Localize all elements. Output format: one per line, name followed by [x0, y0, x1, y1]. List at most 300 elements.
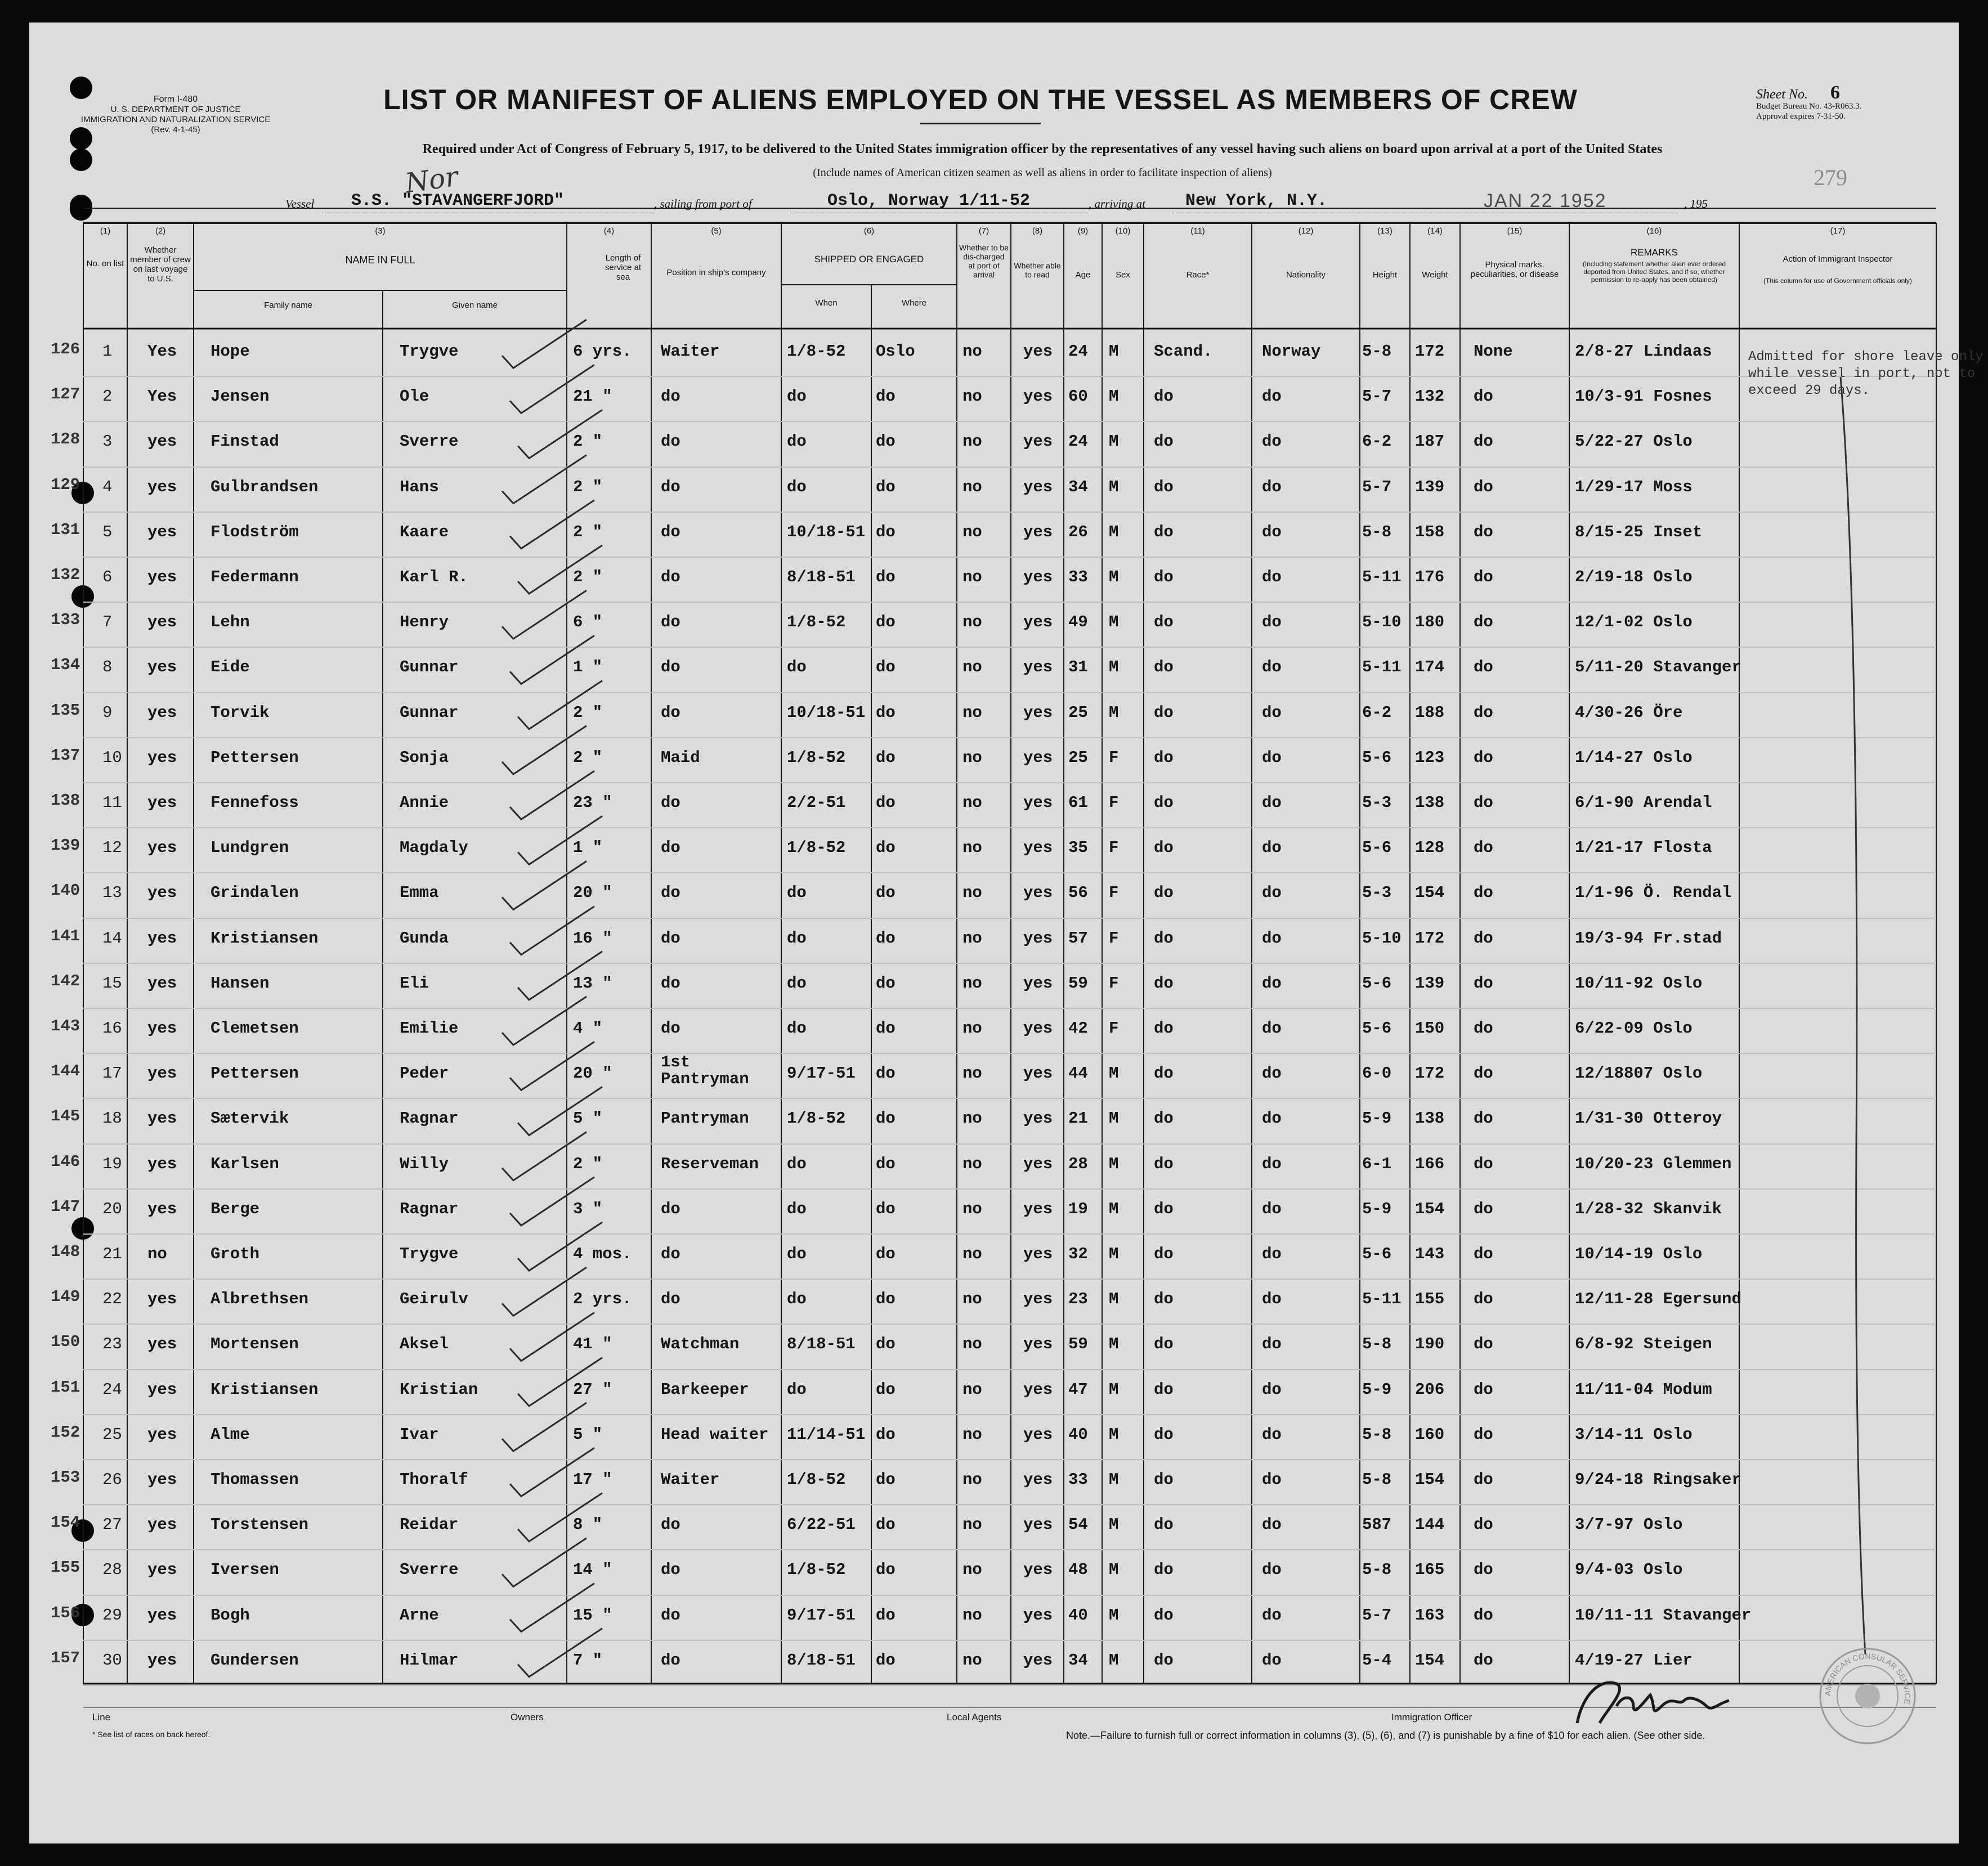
row-crew-member: yes: [147, 1109, 177, 1128]
row-remarks: 9/4-03 Oslo: [1575, 1560, 1683, 1580]
col-number: (8): [1032, 226, 1043, 236]
vessel-annotation: Nor: [403, 160, 460, 200]
row-crew-member: yes: [147, 1470, 177, 1489]
footer-agents-label: Local Agents: [947, 1712, 1002, 1723]
row-nationality: do: [1262, 477, 1282, 496]
row-sex: M: [1109, 1605, 1119, 1625]
row-race: do: [1154, 658, 1174, 677]
row-weight: 187: [1415, 432, 1445, 451]
row-sequence-number: 145: [51, 1107, 80, 1126]
row-sequence-number: 134: [51, 656, 80, 675]
row-discharged: no: [962, 838, 982, 858]
check-mark: [510, 907, 594, 955]
row-weight: 174: [1415, 658, 1445, 677]
row-sequence-number: 154: [51, 1513, 80, 1532]
col-given-name: Given name: [452, 300, 498, 310]
row-number: 15: [102, 974, 122, 993]
row-crew-member: yes: [147, 748, 177, 767]
row-position: do: [661, 793, 680, 812]
departure-port: Oslo, Norway 1/11-52: [827, 191, 1031, 210]
row-crew-member: yes: [147, 658, 177, 677]
footer-owners-label: Owners: [511, 1712, 544, 1723]
row-age: 28: [1068, 1154, 1088, 1173]
row-physical-marks: do: [1474, 387, 1493, 406]
row-crew-member: yes: [147, 1290, 177, 1309]
row-number: 19: [102, 1154, 122, 1173]
check-mark: [510, 500, 594, 549]
row-number: 3: [102, 432, 113, 451]
row-physical-marks: do: [1474, 1515, 1493, 1535]
row-position: do: [661, 1290, 680, 1309]
row-given-name: Henry: [400, 613, 449, 632]
row-physical-marks: do: [1474, 793, 1493, 812]
row-remarks: 2/19-18 Oslo: [1575, 568, 1693, 586]
row-shipped-when: do: [787, 387, 807, 406]
row-able-to-read: yes: [1023, 1380, 1053, 1399]
row-sequence-number: 138: [51, 791, 80, 810]
row-discharged: no: [962, 1425, 982, 1444]
row-number: 6: [102, 568, 113, 586]
row-age: 31: [1068, 658, 1088, 677]
row-shipped-where: do: [876, 838, 896, 858]
row-sequence-number: 131: [51, 520, 80, 539]
row-position: Waiter: [661, 342, 720, 361]
row-crew-member: yes: [147, 1335, 177, 1354]
row-length-of-service: 16 ": [573, 928, 612, 948]
col-no-on-list: No. on list: [86, 259, 124, 268]
row-sex: M: [1109, 1245, 1119, 1263]
row-number: 14: [102, 928, 122, 948]
col-number: (4): [603, 226, 615, 236]
check-mark: [518, 1358, 602, 1406]
row-race: do: [1154, 883, 1174, 903]
check-mark: [518, 1222, 602, 1271]
row-age: 34: [1068, 477, 1088, 496]
col-number: (14): [1427, 226, 1443, 236]
col-sex: Sex: [1116, 270, 1130, 280]
row-race: do: [1154, 1199, 1174, 1218]
row-weight: 188: [1415, 703, 1445, 722]
check-mark: [518, 816, 602, 864]
row-sex: M: [1109, 1515, 1119, 1535]
row-physical-marks: do: [1474, 477, 1493, 496]
row-crew-member: Yes: [147, 387, 177, 406]
row-sequence-number: 148: [51, 1242, 80, 1261]
row-weight: 160: [1415, 1425, 1445, 1444]
row-shipped-when: 8/18-51: [787, 1650, 856, 1670]
row-crew-member: yes: [147, 1560, 177, 1580]
row-crew-member: yes: [147, 1605, 177, 1625]
row-position: do: [661, 432, 680, 451]
row-weight: 155: [1415, 1290, 1445, 1309]
row-age: 32: [1068, 1245, 1088, 1263]
row-shipped-where: do: [876, 477, 896, 496]
row-nationality: do: [1262, 1290, 1282, 1309]
row-physical-marks: do: [1474, 1560, 1493, 1580]
row-shipped-when: do: [787, 658, 807, 677]
row-given-name: Emilie: [400, 1019, 459, 1038]
check-mark: [518, 410, 602, 458]
row-remarks: 1/1-96 Ö. Rendal: [1575, 883, 1732, 903]
row-length-of-service: 1 ": [573, 658, 603, 677]
row-family-name: Alme: [211, 1425, 250, 1444]
row-height: 5-11: [1362, 658, 1402, 677]
row-sequence-number: 126: [51, 340, 80, 358]
check-mark: [502, 1132, 586, 1181]
row-remarks: 12/18807 Oslo: [1575, 1064, 1703, 1083]
row-position: do: [661, 838, 680, 858]
row-remarks: 5/22-27 Oslo: [1575, 432, 1693, 451]
row-shipped-where: do: [876, 387, 896, 406]
row-discharged: no: [962, 1245, 982, 1263]
row-age: 42: [1068, 1019, 1088, 1038]
col-name-in-full: NAME IN FULL: [345, 254, 415, 266]
row-given-name: Aksel: [400, 1335, 449, 1354]
row-length-of-service: 20 ": [573, 1064, 612, 1083]
row-age: 24: [1068, 342, 1088, 361]
check-mark: [510, 1312, 594, 1361]
row-shipped-when: do: [787, 1199, 807, 1218]
row-given-name: Annie: [400, 793, 449, 812]
row-age: 40: [1068, 1605, 1088, 1625]
row-nationality: do: [1262, 793, 1282, 812]
row-number: 7: [102, 613, 113, 632]
row-weight: 190: [1415, 1335, 1445, 1354]
row-weight: 163: [1415, 1605, 1445, 1625]
row-remarks: 12/11-28 Egersund: [1575, 1290, 1741, 1309]
row-sex: M: [1109, 1470, 1119, 1489]
row-shipped-when: 1/8-52: [787, 613, 846, 632]
row-discharged: no: [962, 928, 982, 948]
row-position: do: [661, 883, 680, 903]
row-shipped-when: 1/8-52: [787, 1470, 846, 1489]
row-sequence-number: 133: [51, 611, 80, 630]
col-number: (15): [1507, 226, 1523, 236]
row-shipped-when: 10/18-51: [787, 522, 866, 541]
row-shipped-when: do: [787, 883, 807, 903]
row-shipped-when: 1/8-52: [787, 838, 846, 858]
row-position: Watchman: [661, 1335, 740, 1354]
col-discharged: Whether to be dis-charged at port of arrival: [959, 243, 1009, 279]
row-discharged: no: [962, 1515, 982, 1535]
budget-bureau: Budget Bureau No. 43-R063.3.: [1756, 102, 1862, 111]
col-number: (11): [1190, 226, 1205, 236]
row-position: do: [661, 1650, 680, 1670]
vessel-label: Vessel: [285, 197, 315, 210]
row-weight: 123: [1415, 748, 1445, 767]
row-crew-member: yes: [147, 703, 177, 722]
row-position: Reserveman: [661, 1154, 759, 1173]
row-shipped-where: do: [876, 1470, 896, 1489]
row-given-name: Hilmar: [400, 1650, 459, 1670]
row-sequence-number: 128: [51, 430, 80, 449]
row-discharged: no: [962, 1154, 982, 1173]
row-given-name: Willy: [400, 1154, 449, 1173]
check-mark: [502, 1403, 586, 1451]
row-position: do: [661, 1245, 680, 1263]
row-number: 22: [102, 1290, 122, 1309]
row-given-name: Ragnar: [400, 1109, 459, 1128]
row-physical-marks: do: [1474, 703, 1493, 722]
row-physical-marks: None: [1474, 342, 1513, 361]
row-nationality: do: [1262, 1425, 1282, 1444]
row-sequence-number: 132: [51, 566, 80, 584]
row-shipped-where: do: [876, 1109, 896, 1128]
row-shipped-when: do: [787, 432, 807, 451]
row-physical-marks: do: [1474, 928, 1493, 948]
sailing-label: , sailing from port of: [654, 197, 752, 210]
row-sequence-number: 147: [51, 1197, 80, 1216]
row-sequence-number: 137: [51, 746, 80, 765]
row-race: do: [1154, 1290, 1174, 1309]
row-shipped-where: do: [876, 1425, 896, 1444]
col-weight: Weight: [1422, 270, 1448, 280]
row-age: 35: [1068, 838, 1088, 858]
col-inspector-action: Action of Immigrant Inspector: [1783, 254, 1893, 264]
check-mark: [502, 1267, 586, 1316]
row-sex: F: [1109, 883, 1119, 903]
check-mark: [502, 590, 586, 639]
row-height: 5-8: [1362, 1560, 1392, 1580]
row-crew-member: yes: [147, 793, 177, 812]
row-discharged: no: [962, 703, 982, 722]
row-age: 59: [1068, 1335, 1088, 1354]
check-mark: [518, 1087, 602, 1135]
row-remarks: 10/3-91 Fosnes: [1575, 387, 1712, 406]
seal-text: AMERICAN CONSULAR SERVICE: [1823, 1651, 1913, 1705]
row-number: 16: [102, 1019, 122, 1038]
row-able-to-read: yes: [1023, 387, 1053, 406]
row-sex: M: [1109, 1199, 1119, 1218]
row-family-name: Sætervik: [211, 1109, 289, 1128]
row-weight: 172: [1415, 1064, 1445, 1083]
row-shipped-when: do: [787, 1019, 807, 1038]
row-shipped-when: do: [787, 1245, 807, 1263]
row-weight: 128: [1415, 838, 1445, 858]
row-sex: M: [1109, 1064, 1119, 1083]
row-position: Maid: [661, 748, 700, 767]
row-shipped-where: do: [876, 883, 896, 903]
row-sex: M: [1109, 477, 1119, 496]
row-length-of-service: 20 ": [573, 883, 612, 903]
row-length-of-service: 2 ": [573, 703, 603, 722]
arrival-date-stamp: JAN 22 1952: [1484, 190, 1607, 212]
col-position: Position in ship's company: [666, 268, 766, 277]
col-number: (10): [1115, 226, 1131, 236]
row-discharged: no: [962, 522, 982, 541]
row-discharged: no: [962, 1064, 982, 1083]
row-length-of-service: 3 ": [573, 1199, 603, 1218]
form-agency: U. S. DEPARTMENT OF JUSTICE: [110, 105, 241, 114]
row-sex: M: [1109, 522, 1119, 541]
row-family-name: Jensen: [211, 387, 270, 406]
row-sex: M: [1109, 1560, 1119, 1580]
row-crew-member: Yes: [147, 342, 177, 361]
row-shipped-when: do: [787, 477, 807, 496]
row-height: 5-9: [1362, 1380, 1392, 1399]
row-race: do: [1154, 568, 1174, 586]
row-discharged: no: [962, 974, 982, 993]
row-given-name: Karl R.: [400, 568, 468, 586]
row-sex: M: [1109, 342, 1119, 361]
row-shipped-when: do: [787, 1290, 807, 1309]
row-sequence-number: 127: [51, 385, 80, 404]
row-weight: 139: [1415, 974, 1445, 993]
row-sequence-number: 135: [51, 701, 80, 720]
row-race: do: [1154, 613, 1174, 632]
row-age: 24: [1068, 432, 1088, 451]
row-sex: M: [1109, 1154, 1119, 1173]
col-number: (17): [1830, 226, 1846, 236]
row-race: do: [1154, 522, 1174, 541]
row-number: 21: [102, 1245, 122, 1263]
row-age: 61: [1068, 793, 1088, 812]
row-race: do: [1154, 387, 1174, 406]
row-sex: M: [1109, 1290, 1119, 1309]
row-crew-member: yes: [147, 1425, 177, 1444]
row-sex: M: [1109, 568, 1119, 586]
row-shipped-where: do: [876, 1290, 896, 1309]
col-number: (3): [375, 226, 386, 236]
col-number: (5): [711, 226, 722, 236]
row-shipped-when: 1/8-52: [787, 748, 846, 767]
row-position: do: [661, 974, 680, 993]
row-remarks: 4/30-26 Öre: [1575, 703, 1683, 722]
row-physical-marks: do: [1474, 838, 1493, 858]
col-number: (6): [863, 226, 875, 236]
row-discharged: no: [962, 748, 982, 767]
check-mark: [502, 1538, 586, 1586]
row-weight: 138: [1415, 793, 1445, 812]
row-number: 2: [102, 387, 113, 406]
row-given-name: Ole: [400, 387, 429, 406]
row-shipped-when: do: [787, 1380, 807, 1399]
row-sequence-number: 142: [51, 971, 80, 990]
row-height: 5-11: [1362, 568, 1402, 586]
col-race: Race*: [1186, 270, 1210, 280]
row-able-to-read: yes: [1023, 1109, 1053, 1128]
row-weight: 154: [1415, 1470, 1445, 1489]
row-number: 25: [102, 1425, 122, 1444]
row-sequence-number: 150: [51, 1333, 80, 1352]
row-given-name: Gunnar: [400, 703, 459, 722]
row-crew-member: yes: [147, 1154, 177, 1173]
row-family-name: Groth: [211, 1245, 260, 1263]
row-discharged: no: [962, 613, 982, 632]
row-length-of-service: 1 ": [573, 838, 603, 858]
row-height: 5-6: [1362, 1245, 1392, 1263]
row-weight: 166: [1415, 1154, 1445, 1173]
row-position: do: [661, 1560, 680, 1580]
row-race: do: [1154, 838, 1174, 858]
sheet-number: 6: [1830, 82, 1840, 103]
row-shipped-where: do: [876, 1380, 896, 1399]
row-family-name: Gulbrandsen: [211, 477, 319, 496]
row-position: do: [661, 928, 680, 948]
col-number: (7): [978, 226, 989, 236]
row-shipped-where: Oslo: [876, 342, 915, 361]
row-length-of-service: 2 yrs.: [573, 1290, 632, 1309]
col-nationality: Nationality: [1286, 270, 1326, 280]
row-family-name: Eide: [211, 658, 250, 677]
row-given-name: Gunda: [400, 928, 449, 948]
row-nationality: do: [1262, 658, 1282, 677]
check-mark: [518, 952, 602, 1000]
row-crew-member: yes: [147, 1019, 177, 1038]
row-height: 6-1: [1362, 1154, 1392, 1173]
col-where: Where: [901, 298, 927, 308]
row-remarks: 12/1-02 Oslo: [1575, 613, 1693, 632]
row-shipped-where: do: [876, 1605, 896, 1625]
row-remarks: 4/19-27 Lier: [1575, 1650, 1693, 1670]
row-age: 34: [1068, 1650, 1088, 1670]
col-shipped-engaged: SHIPPED OR ENGAGED: [814, 254, 924, 264]
row-physical-marks: do: [1474, 522, 1493, 541]
row-sex: F: [1109, 974, 1119, 993]
row-family-name: Lundgren: [211, 838, 289, 858]
row-nationality: do: [1262, 1380, 1282, 1399]
row-age: 60: [1068, 387, 1088, 406]
row-able-to-read: yes: [1023, 1245, 1053, 1263]
row-family-name: Hansen: [211, 974, 270, 993]
row-able-to-read: yes: [1023, 342, 1053, 361]
row-race: do: [1154, 974, 1174, 993]
row-able-to-read: yes: [1023, 1470, 1053, 1489]
row-number: 10: [102, 748, 122, 767]
row-shipped-where: do: [876, 1199, 896, 1218]
row-shipped-where: do: [876, 1154, 896, 1173]
row-shipped-when: 1/8-52: [787, 1109, 846, 1128]
row-number: 1: [102, 342, 113, 361]
row-length-of-service: 6 yrs.: [573, 342, 632, 361]
row-nationality: do: [1262, 974, 1282, 993]
row-weight: 144: [1415, 1515, 1445, 1535]
row-number: 23: [102, 1335, 122, 1354]
check-mark: [518, 545, 602, 594]
row-sequence-number: 144: [51, 1062, 80, 1081]
row-family-name: Federmann: [211, 568, 299, 586]
row-nationality: do: [1262, 1019, 1282, 1038]
row-remarks: 3/7-97 Oslo: [1575, 1515, 1683, 1535]
row-sex: M: [1109, 703, 1119, 722]
row-height: 5-6: [1362, 974, 1392, 993]
row-given-name: Hans: [400, 477, 439, 496]
row-crew-member: yes: [147, 432, 177, 451]
row-weight: 165: [1415, 1560, 1445, 1580]
row-shipped-when: do: [787, 1154, 807, 1173]
race-footnote: * See list of races on back hereof.: [92, 1730, 211, 1739]
row-nationality: do: [1262, 1605, 1282, 1625]
row-discharged: no: [962, 1470, 982, 1489]
row-position: 1st Pantryman: [661, 1053, 749, 1089]
row-race: Scand.: [1154, 342, 1213, 361]
row-crew-member: yes: [147, 1199, 177, 1218]
col-remarks-note: (Including statement whether alien ever ordered deported from United States, and if so, whether permission to re-apply has been obtained): [1582, 260, 1726, 284]
row-sequence-number: 129: [51, 475, 80, 494]
row-length-of-service: 5 ": [573, 1425, 603, 1444]
row-nationality: do: [1262, 1335, 1282, 1354]
col-number: (2): [155, 226, 166, 236]
col-number: (9): [1077, 226, 1089, 236]
row-discharged: no: [962, 1335, 982, 1354]
row-position: do: [661, 1605, 680, 1625]
row-remarks: 8/15-25 Inset: [1575, 522, 1703, 541]
row-age: 25: [1068, 748, 1088, 767]
row-nationality: do: [1262, 432, 1282, 451]
row-remarks: 1/21-17 Flosta: [1575, 838, 1712, 858]
row-given-name: Peder: [400, 1064, 449, 1083]
row-position: do: [661, 1199, 680, 1218]
